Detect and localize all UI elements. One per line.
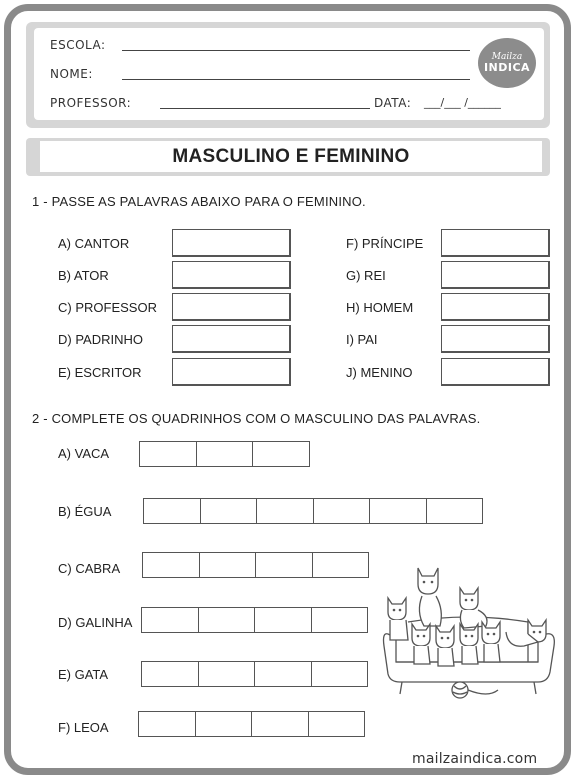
letter-cell[interactable] [142,552,200,578]
q2-label-c: C) CABRA [58,561,121,576]
q2-cells-d [142,607,368,633]
q2-label-e: E) GATA [58,667,109,682]
escola-label: ESCOLA: [50,38,106,52]
q1-label-g: G) REI [346,268,386,283]
letter-cell[interactable] [255,552,313,578]
q1-answer-f[interactable] [441,229,550,257]
letter-cell[interactable] [311,661,369,687]
q1-label-j: J) MENINO [346,365,413,380]
letter-cell[interactable] [141,661,199,687]
footer-website: mailzaindica.com [412,751,538,767]
question-2: 2 - COMPLETE OS QUADRINHOS COM O MASCULINO DAS PALAVRAS. [32,411,481,426]
logo-line1: Mailza [491,52,523,62]
q1-label-d: D) PADRINHO [58,332,143,347]
nome-label: NOME: [50,67,93,81]
q1-label-a: A) CANTOR [58,236,130,251]
nome-field[interactable] [122,79,470,80]
q2-cells-e [142,661,368,687]
letter-cell[interactable] [254,661,312,687]
q1-answer-g[interactable] [441,261,550,289]
question-1: 1 - PASSE AS PALAVRAS ABAIXO PARA O FEMININO. [32,194,366,209]
q2-cells-c [143,552,369,578]
q1-answer-e[interactable] [172,358,291,386]
q1-label-f: F) PRÍNCIPE [346,236,424,251]
professor-label: PROFESSOR: [50,96,132,110]
q1-label-c: C) PROFESSOR [58,300,157,315]
letter-cell[interactable] [251,711,309,737]
q1-label-e: E) ESCRITOR [58,365,142,380]
q2-label-b: B) ÉGUA [58,504,112,519]
letter-cell[interactable] [195,711,253,737]
q1-label-h: H) HOMEM [346,300,414,315]
q1-label-i: I) PAI [346,332,378,347]
escola-field[interactable] [122,50,470,51]
q1-answer-c[interactable] [172,293,291,321]
q2-cells-b [144,498,483,524]
title-inner [40,141,542,172]
letter-cell[interactable] [198,607,256,633]
q2-label-d: D) GALINHA [58,615,133,630]
letter-cell[interactable] [252,441,310,467]
logo-line2: INDICA [483,61,531,74]
q1-answer-h[interactable] [441,293,550,321]
cats-on-sofa-icon [378,562,558,710]
letter-cell[interactable] [141,607,199,633]
letter-cell[interactable] [254,607,312,633]
letter-cell[interactable] [200,498,258,524]
letter-cell[interactable] [196,441,254,467]
letter-cell[interactable] [308,711,366,737]
letter-cell[interactable] [369,498,427,524]
q1-label-b: B) ATOR [58,268,109,283]
q2-label-a: A) VACA [58,446,110,461]
letter-cell[interactable] [426,498,484,524]
letter-cell[interactable] [143,498,201,524]
letter-cell[interactable] [138,711,196,737]
q1-answer-d[interactable] [172,325,291,353]
professor-field[interactable] [160,108,370,109]
page-title: MASCULINO E FEMININO [172,145,410,167]
q1-answer-j[interactable] [441,358,550,386]
data-field[interactable]: ___/___ /______ [424,96,501,109]
q2-cells-a [140,441,310,467]
q1-answer-b[interactable] [172,261,291,289]
letter-cell[interactable] [199,552,257,578]
letter-cell[interactable] [256,498,314,524]
letter-cell[interactable] [313,498,371,524]
letter-cell[interactable] [311,607,369,633]
data-label: DATA: [374,96,412,110]
letter-cell[interactable] [139,441,197,467]
q1-answer-i[interactable] [441,325,550,353]
q1-answer-a[interactable] [172,229,291,257]
q2-label-f: F) LEOA [58,720,109,735]
letter-cell[interactable] [312,552,370,578]
q2-cells-f [139,711,365,737]
letter-cell[interactable] [198,661,256,687]
mailza-indica-logo [478,38,536,88]
